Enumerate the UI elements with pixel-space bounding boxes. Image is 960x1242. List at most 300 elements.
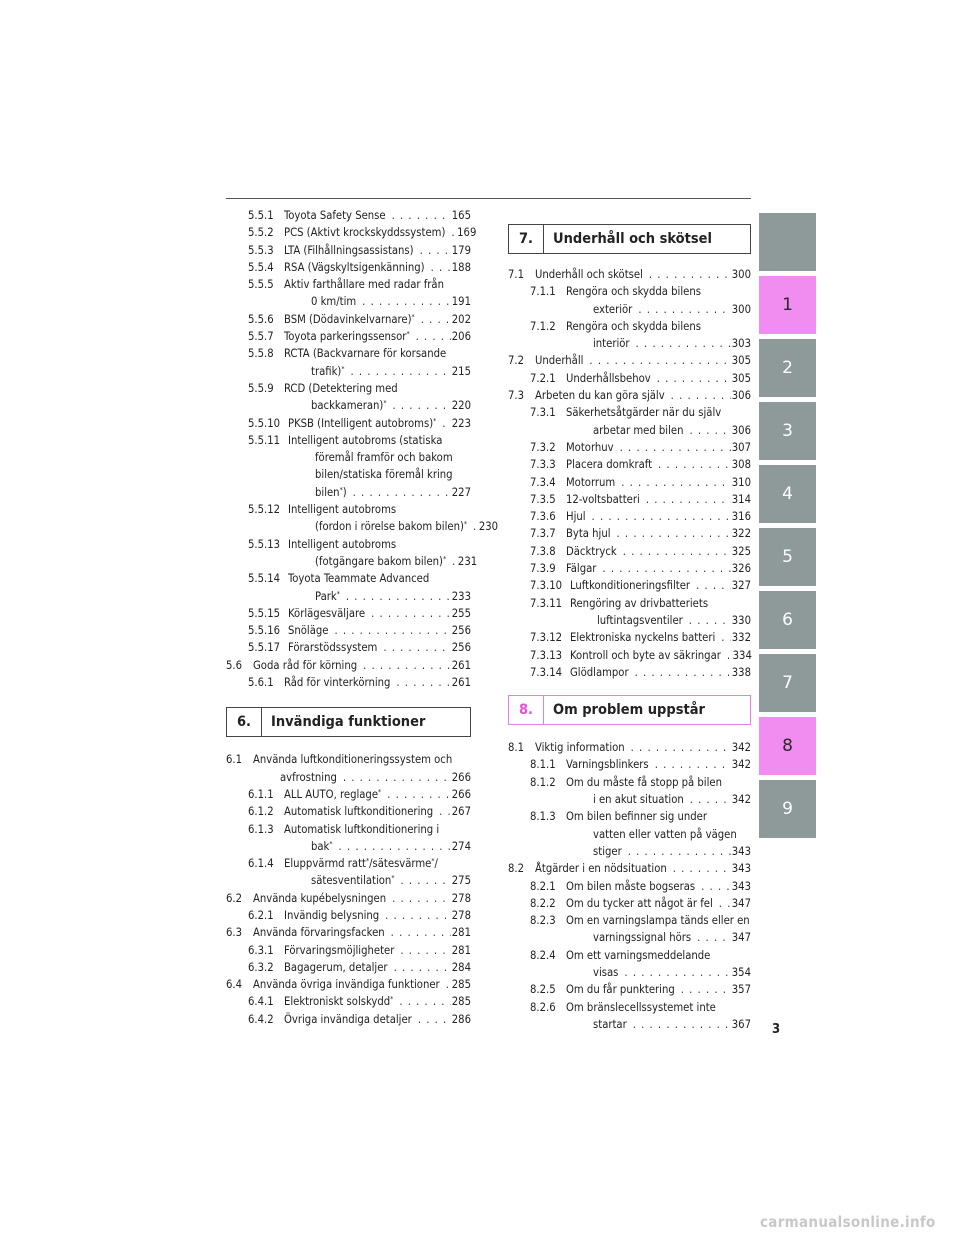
- toc-entry-page: 231: [457, 554, 478, 568]
- toc-entry-line: [535, 387, 751, 404]
- toc-entry-number: 8.1.2: [530, 775, 556, 789]
- toc-entry[interactable]: [508, 404, 751, 439]
- toc-entry[interactable]: [508, 756, 751, 773]
- toc-entry[interactable]: [508, 981, 751, 998]
- toc-entry-line: [284, 872, 471, 889]
- toc-entry-number: 5.5.7: [248, 330, 274, 344]
- toc-entry-line: [566, 895, 751, 912]
- toc-entry-number: 6.3.2: [248, 960, 274, 974]
- chapter-tabs: [759, 213, 816, 843]
- chapter-tab-3[interactable]: 3: [759, 402, 816, 460]
- toc-entry[interactable]: [508, 439, 751, 456]
- toc-entry-line: [535, 860, 751, 877]
- toc-entry-title: Om bilen måste bogseras: [566, 879, 696, 893]
- toc-left-column: [226, 207, 499, 1028]
- toc-entry[interactable]: [226, 311, 471, 328]
- toc-entry-title: Varningsblinkers: [566, 758, 649, 772]
- toc-entry-number: 7.1.1: [530, 285, 556, 299]
- toc-entry-number: 8.1.1: [530, 758, 556, 772]
- toc-entry-title: Motorhuv: [566, 440, 614, 454]
- toc-entry[interactable]: [508, 999, 751, 1034]
- toc-entry[interactable]: [226, 674, 471, 691]
- toc-entry-page: 300: [731, 268, 751, 281]
- toc-entry[interactable]: [508, 595, 751, 630]
- toc-entry-line: [566, 301, 751, 318]
- toc-entry-number: 6.1.4: [248, 857, 274, 871]
- toc-entry[interactable]: [226, 942, 471, 959]
- toc-entry-title: varningssignal hörs: [593, 931, 692, 945]
- toc-entry[interactable]: [226, 890, 471, 907]
- toc-entry-title: Luftkonditioneringsfilter: [570, 579, 691, 593]
- toc-entry-title: Däcktryck: [566, 544, 617, 558]
- toc-entry-number: 5.5.2: [248, 226, 274, 240]
- toc-entry-number: 5.5.9: [248, 381, 274, 395]
- toc-entry-title: RCTA (Backvarnare för korsande: [284, 347, 447, 361]
- toc-entry-number: 5.5.6: [248, 312, 274, 326]
- toc-entry-number: 5.5.13: [248, 537, 281, 551]
- toc-entry-line: [566, 543, 751, 560]
- toc-entry-title: Fälgar: [566, 562, 597, 576]
- dot-leader: [357, 657, 451, 674]
- toc-entry[interactable]: [226, 224, 477, 241]
- toc-entry-title: Motorrum: [566, 475, 616, 489]
- toc-entry-line: [284, 363, 471, 380]
- dot-leader: [425, 259, 451, 276]
- toc-entry-line: [570, 647, 751, 664]
- toc-entry-title: avfrostning: [280, 770, 337, 784]
- toc-entry-number: 5.5.5: [248, 278, 274, 292]
- toc-entry-title: bak*: [311, 839, 333, 853]
- toc-entry[interactable]: [508, 629, 751, 646]
- toc-entry-number: 6.3.1: [248, 943, 274, 957]
- toc-entry-line: [566, 456, 751, 473]
- toc-entry-title: Förarstödssystem: [288, 641, 378, 655]
- toc-entry-number: 5.6.1: [248, 676, 274, 690]
- toc-entry-number: 7.3.4: [530, 475, 556, 489]
- toc-entry-page: 325: [731, 544, 751, 558]
- toc-entry-line: [566, 335, 751, 352]
- toc-entry-page: 307: [731, 440, 751, 454]
- toc-entry[interactable]: [226, 924, 471, 941]
- toc-entry-line: [535, 352, 751, 369]
- toc-entry-number: 5.5.8: [248, 347, 274, 361]
- toc-entry[interactable]: [226, 345, 471, 380]
- toc-entry[interactable]: [508, 577, 751, 594]
- dot-leader: [347, 484, 451, 501]
- toc-entry-page: 342: [731, 741, 751, 755]
- dot-leader: [388, 959, 451, 976]
- toc-entry-title: Rengöring av drivbatteriets: [570, 596, 709, 610]
- dot-leader: [387, 397, 452, 414]
- toc-entry[interactable]: [226, 605, 471, 622]
- dot-leader: [683, 612, 731, 629]
- toc-entry-title: Hjul: [566, 510, 586, 524]
- section-title: Om problem uppstår: [553, 702, 705, 719]
- toc-entry[interactable]: [226, 993, 471, 1010]
- toc-entry-page: 278: [451, 908, 471, 922]
- dot-leader: [625, 739, 731, 756]
- toc-entry-page: 308: [731, 458, 751, 472]
- toc-entry-line: [284, 397, 471, 414]
- toc-entry-title: Övriga invändiga detaljer: [284, 1012, 412, 1026]
- toc-entry-line: [284, 224, 477, 241]
- toc-entry[interactable]: [508, 266, 751, 283]
- toc-entry-line: [284, 311, 471, 328]
- toc-entry-line: [566, 439, 751, 456]
- dot-leader: [675, 981, 731, 998]
- toc-entry-title: Rengöra och skydda bilens: [566, 319, 701, 333]
- toc-entry-number: 6.3: [226, 926, 243, 940]
- toc-entry-number: 8.2.3: [530, 914, 556, 928]
- toc-entry-number: 7.3.11: [530, 596, 563, 610]
- toc-entry-page: 188: [451, 260, 471, 274]
- dot-leader: [337, 769, 451, 786]
- toc-entry[interactable]: [508, 456, 751, 473]
- toc-entry-page: 261: [451, 676, 471, 690]
- chapter-tab-blank[interactable]: [759, 213, 816, 271]
- toc-entry-title: Om du tycker att något är fel: [566, 896, 713, 910]
- chapter-tab-8[interactable]: 8: [759, 717, 816, 775]
- toc-entry-title: Goda råd för körning: [253, 658, 358, 672]
- toc-entry-title: Om du måste få stopp på bilen: [566, 775, 722, 789]
- dot-leader: [617, 543, 731, 560]
- toc-entry-title: Förvaringsmöjligheter: [284, 943, 395, 957]
- dot-leader: [365, 605, 451, 622]
- section-header-6: [226, 707, 471, 737]
- toc-entry-title: Åtgärder i en nödsituation: [535, 862, 667, 876]
- toc-entry-title: interiör: [593, 337, 630, 351]
- dot-leader: [340, 588, 451, 605]
- toc-entry-line: [284, 242, 471, 259]
- toc-entry-page: 256: [451, 624, 471, 638]
- toc-entry[interactable]: [226, 907, 471, 924]
- section-number: 8.: [509, 696, 544, 724]
- toc-entry-title: RCD (Detektering med: [284, 381, 398, 395]
- toc-entry-line: [566, 964, 751, 981]
- toc-entry-title: föremål framför och bakom: [315, 451, 453, 465]
- chapter-tab-4[interactable]: 4: [759, 465, 816, 523]
- toc-entry[interactable]: [508, 947, 751, 982]
- toc-entry[interactable]: [226, 207, 471, 224]
- toc-entry-title: backkameran)*: [311, 399, 387, 413]
- dot-leader: [386, 890, 451, 907]
- toc-entry-number: 5.5.12: [248, 503, 281, 517]
- toc-entry-line: [288, 588, 471, 605]
- toc-entry-title: 0 km/tim: [311, 295, 357, 309]
- toc-entry-title: Körlägesväljare: [288, 606, 366, 620]
- toc-entry-number: 8.2: [508, 862, 525, 876]
- toc-entry[interactable]: [508, 318, 751, 353]
- toc-entry[interactable]: [226, 639, 471, 656]
- chapter-tab-2[interactable]: 2: [759, 339, 816, 397]
- toc-entry-number: 8.2.5: [530, 983, 556, 997]
- toc-entry-page: 267: [451, 805, 471, 819]
- toc-entry-number: 8.2.4: [530, 948, 556, 962]
- toc-entry-line: [284, 207, 471, 224]
- toc-entry-number: 5.5.17: [248, 641, 281, 655]
- toc-entry[interactable]: [508, 352, 751, 369]
- dot-leader: [583, 352, 731, 369]
- chapter-tab-6[interactable]: 6: [759, 591, 816, 649]
- toc-entry-number: 6.4: [226, 978, 243, 992]
- toc-entry-number: 7.1.2: [530, 319, 556, 333]
- toc-entry-line: [566, 422, 751, 439]
- toc-entry-title: Säkerhetsåtgärder när du själv: [566, 406, 722, 420]
- toc-entry-line: [570, 612, 751, 629]
- toc-entry-title: luftintagsventiler: [597, 613, 683, 627]
- toc-entry-title: Råd för vinterkörning: [284, 676, 391, 690]
- toc-entry-page: 306: [731, 389, 751, 403]
- toc-entry-title: Använda övriga invändiga funktioner: [253, 978, 440, 992]
- toc-entry[interactable]: [226, 276, 471, 311]
- toc-entry-page: 165: [451, 209, 471, 222]
- toc-entry-line: [284, 674, 471, 691]
- toc-entry-number: 7.3.13: [530, 648, 563, 662]
- dot-leader: [385, 924, 451, 941]
- dot-leader: [586, 508, 731, 525]
- toc-entry-number: 7.3.2: [530, 440, 556, 454]
- toc-entry-number: 6.1.3: [248, 822, 274, 836]
- toc-entry[interactable]: [508, 860, 751, 877]
- toc-entry[interactable]: [508, 491, 751, 508]
- toc-entry-page: 278: [451, 891, 471, 905]
- toc-entry-page: 305: [731, 371, 751, 385]
- toc-entry-number: 7.3.12: [530, 631, 563, 645]
- toc-entry-page: 300: [731, 302, 751, 316]
- toc-entry[interactable]: [226, 415, 471, 432]
- toc-entry-number: 7.3.7: [530, 527, 556, 541]
- toc-entry-title: Om du får punktering: [566, 983, 675, 997]
- toc-entry-number: 5.5.15: [248, 606, 281, 620]
- toc-entry-title: Bagagerum, detaljer: [284, 960, 388, 974]
- toc-entry-page: 332: [731, 631, 751, 645]
- dot-leader: [683, 422, 731, 439]
- toc-entry[interactable]: [226, 751, 471, 786]
- toc-entry-page: 347: [731, 896, 751, 910]
- toc-entry[interactable]: [226, 855, 471, 890]
- toc-entry-title: arbetar med bilen: [593, 423, 684, 437]
- dot-leader: [614, 439, 731, 456]
- toc-entry-line: [284, 786, 471, 803]
- dot-leader: [410, 328, 451, 345]
- toc-entry[interactable]: [226, 259, 471, 276]
- toc-entry-title: Om en varningslampa tänds eller en: [566, 914, 750, 928]
- toc-entry-line: [288, 553, 478, 570]
- toc-entry-page: 220: [451, 399, 471, 413]
- chapter-tab-9[interactable]: 9: [759, 780, 816, 838]
- toc-entry-title: Intelligent autobroms (statiska: [288, 433, 443, 447]
- toc-entry-page: 202: [451, 312, 471, 326]
- toc-entry-page: 322: [731, 527, 751, 541]
- toc-entry-title: RSA (Vägskyltsigenkänning): [284, 260, 425, 274]
- toc-entry-number: 5.6: [226, 658, 243, 672]
- toc-entry-title: Använda förvaringsfacken: [253, 926, 385, 940]
- dot-leader: [618, 964, 731, 981]
- toc-entry-page: 310: [731, 475, 751, 489]
- toc-entry-title: LTA (Filhållningsassistans): [284, 243, 414, 257]
- toc-entry-title: Intelligent autobroms: [288, 537, 397, 551]
- toc-entry-line: [566, 878, 751, 895]
- toc-entry-line: [284, 328, 471, 345]
- toc-entry-title: Toyota Safety Sense: [284, 209, 386, 222]
- toc-entry-page: 342: [731, 758, 751, 772]
- toc-entry-line: [253, 924, 471, 941]
- toc-entry-page: 255: [451, 606, 471, 620]
- toc-entry-title: Toyota parkeringssensor*: [284, 330, 410, 344]
- toc-entry-number: 6.1: [226, 753, 243, 767]
- toc-entry[interactable]: [508, 878, 751, 895]
- toc-entry-title: (fotgängare bakom bilen)*: [315, 554, 447, 568]
- toc-entry[interactable]: [226, 328, 471, 345]
- toc-entry[interactable]: [508, 912, 751, 947]
- toc-entry-number: 5.5.10: [248, 416, 281, 430]
- toc-entry-line: [253, 657, 471, 674]
- toc-entry[interactable]: [226, 570, 471, 605]
- toc-entry[interactable]: [226, 622, 471, 639]
- toc-entry-page: 334: [732, 648, 752, 662]
- toc-entry-title: Byta hjul: [566, 527, 611, 541]
- toc-entry[interactable]: [508, 808, 751, 860]
- toc-entry-number: 5.5.3: [248, 243, 274, 257]
- toc-entry-number: 7.3.9: [530, 562, 556, 576]
- toc-entry-page: 233: [451, 589, 471, 603]
- toc-entry[interactable]: [226, 786, 471, 803]
- toc-entry[interactable]: [508, 560, 751, 577]
- toc-entry[interactable]: [508, 739, 751, 756]
- toc-entry-title: Automatisk luftkonditionering i: [284, 822, 440, 836]
- toc-entry[interactable]: [226, 1011, 471, 1028]
- toc-entry-line: [253, 890, 471, 907]
- toc-entry-title: Arbeten du kan göra själv: [535, 389, 665, 403]
- toc-entry-title: Om bilen befinner sig under: [566, 810, 708, 824]
- toc-entry-title: Kontroll och byte av säkringar: [570, 648, 721, 662]
- toc-entry-number: 5.5.4: [248, 260, 274, 274]
- toc-entry[interactable]: [226, 536, 478, 571]
- toc-entry-number: 5.5.16: [248, 624, 281, 638]
- toc-entry-page: 327: [731, 579, 751, 593]
- toc-entry-line: [253, 769, 471, 786]
- toc-entry[interactable]: [508, 370, 751, 387]
- toc-entry-line: [288, 605, 471, 622]
- toc-entry-line: [284, 259, 471, 276]
- dot-leader: [394, 942, 451, 959]
- toc-entry-line: [566, 474, 751, 491]
- toc-entry-page: 343: [731, 879, 751, 893]
- toc-entry[interactable]: [226, 803, 471, 820]
- toc-entry-title: Toyota Teammate Advanced: [288, 572, 430, 586]
- toc-entry-page: 303: [731, 337, 751, 351]
- toc-entry-title: startar: [593, 1017, 627, 1031]
- toc-entry-number: 5.5.14: [248, 572, 281, 586]
- dot-leader: [630, 335, 731, 352]
- toc-entry-line: [284, 1011, 471, 1028]
- toc-entry-page: 314: [731, 492, 751, 506]
- dot-leader: [433, 803, 451, 820]
- toc-entry-title: i en akut situation: [593, 793, 684, 807]
- toc-entry[interactable]: [508, 525, 751, 542]
- dot-leader: [651, 370, 731, 387]
- toc-entry-number: 6.1.2: [248, 805, 274, 819]
- toc-entry-line: [535, 739, 751, 756]
- toc-entry[interactable]: [508, 647, 751, 664]
- toc-entry-line: [566, 929, 751, 946]
- toc-entry-page: 305: [731, 354, 751, 368]
- toc-entry-line: [288, 639, 471, 656]
- toc-entry-page: 367: [731, 1017, 751, 1031]
- toc-entry-title: Elektroniskt solskydd*: [284, 995, 394, 1009]
- toc-entry-line: [570, 664, 751, 681]
- dot-leader: [665, 387, 731, 404]
- toc-entry[interactable]: [226, 501, 499, 536]
- chapter-tab-5[interactable]: 5: [759, 528, 816, 586]
- toc-entry[interactable]: [508, 895, 751, 912]
- toc-entry[interactable]: [226, 380, 471, 415]
- toc-entry-number: 6.1.1: [248, 787, 274, 801]
- toc-entry-number: 7.3.14: [530, 665, 563, 679]
- toc-entry-title: ALL AUTO, reglage*: [284, 787, 382, 801]
- toc-entry[interactable]: [508, 283, 751, 318]
- dot-leader: [386, 207, 451, 224]
- toc-entry[interactable]: [226, 242, 471, 259]
- toc-entry-line: [284, 803, 471, 820]
- toc-entry-title: Om bränslecellssystemet inte: [566, 1000, 716, 1014]
- toc-entry[interactable]: [508, 543, 751, 560]
- toc-entry-line: [253, 976, 471, 993]
- chapter-tab-7[interactable]: 7: [759, 654, 816, 712]
- toc-entry[interactable]: [226, 432, 471, 501]
- toc-entry-page: 230: [478, 520, 499, 534]
- dot-leader: [377, 639, 451, 656]
- toc-entry-line: [288, 415, 471, 432]
- toc-entry[interactable]: [226, 657, 471, 674]
- toc-entry-number: 8.1: [508, 741, 525, 755]
- toc-entry[interactable]: [226, 821, 471, 856]
- toc-entry-number: 7.3.5: [530, 492, 556, 506]
- toc-entry-number: 5.5.11: [248, 433, 281, 447]
- dot-leader: [643, 266, 731, 283]
- toc-entry[interactable]: [508, 774, 751, 809]
- toc-entry-line: [566, 1016, 751, 1033]
- dot-leader: [436, 415, 451, 432]
- chapter-tab-1[interactable]: 1: [759, 276, 816, 334]
- toc-entry-page: 275: [451, 874, 471, 888]
- toc-entry-line: [570, 577, 751, 594]
- section-header-8: [508, 695, 751, 725]
- toc-entry[interactable]: [508, 664, 751, 681]
- toc-entry-number: 7.3.1: [530, 406, 556, 420]
- toc-entry-number: 6.4.1: [248, 995, 274, 1009]
- toc-entry-number: 6.2: [226, 891, 243, 905]
- toc-entry[interactable]: [226, 976, 471, 993]
- toc-entry[interactable]: [226, 959, 471, 976]
- dot-leader: [684, 791, 731, 808]
- toc-entry-title: Underhållsbehov: [566, 371, 651, 385]
- toc-entry[interactable]: [508, 387, 751, 404]
- toc-entry-page: 266: [451, 770, 471, 784]
- toc-entry-line: [284, 942, 471, 959]
- toc-entry-page: 206: [451, 330, 471, 344]
- toc-entry-page: 285: [451, 978, 471, 992]
- toc-entry-number: 8.2.6: [530, 1000, 556, 1014]
- toc-entry-line: [566, 981, 751, 998]
- section-number: 6.: [227, 708, 262, 736]
- dot-leader: [715, 629, 731, 646]
- dot-leader: [667, 860, 731, 877]
- toc-entry-title: Aktiv farthållare med radar från: [284, 278, 444, 292]
- toc-entry[interactable]: [508, 508, 751, 525]
- toc-entry[interactable]: [508, 474, 751, 491]
- toc-entry-title: BSM (Dödavinkelvarnare)*: [284, 312, 415, 326]
